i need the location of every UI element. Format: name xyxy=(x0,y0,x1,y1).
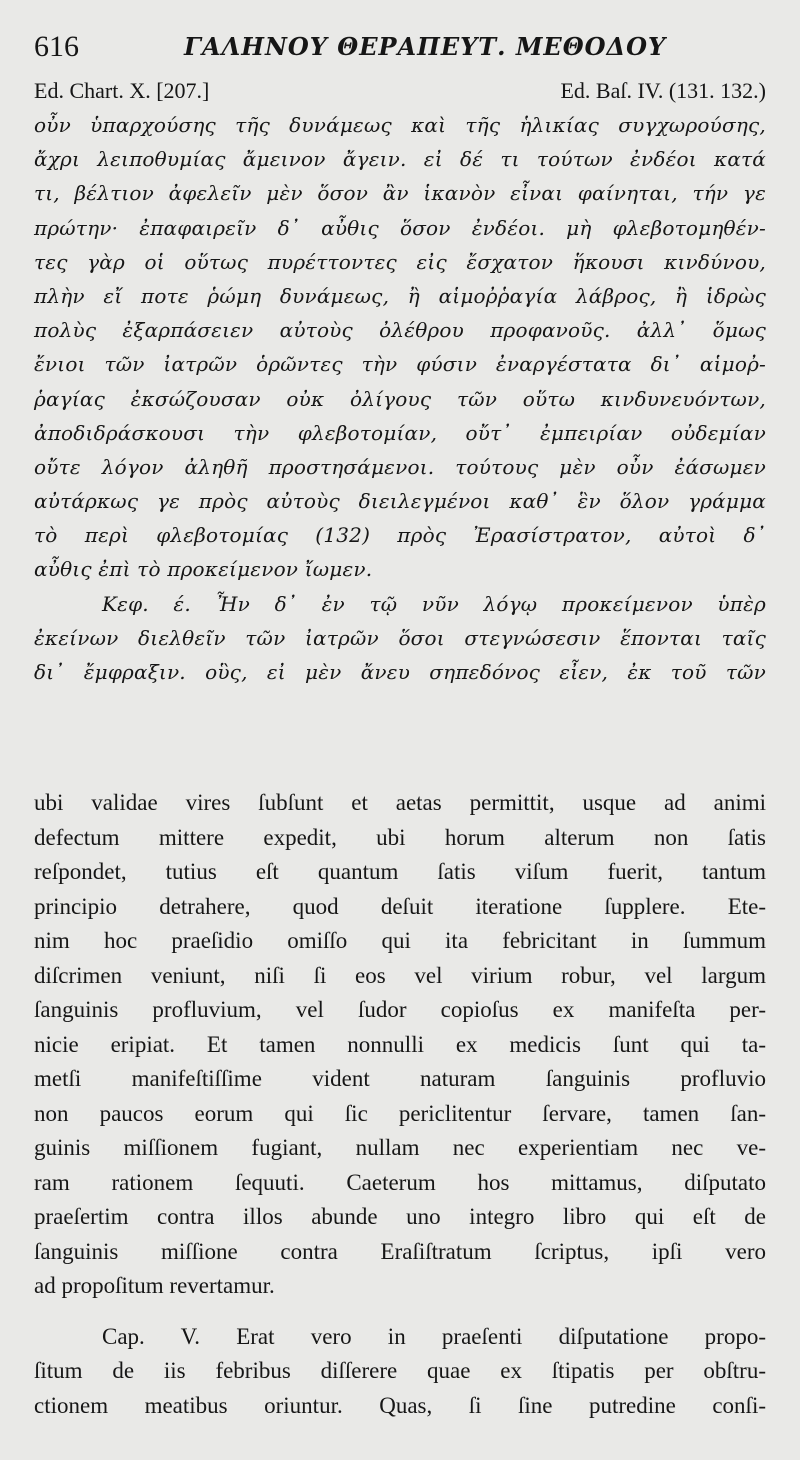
latin-line: guinis miſſionem fugiant, nullam nec experientiam nec ve- xyxy=(34,1135,766,1160)
latin-line: praeſertim contra illos abunde uno integro libro qui eſt de xyxy=(34,1204,766,1229)
paragraph-gap xyxy=(34,1304,766,1320)
greek-line: ῥαγίας ἐκσώζουσαν οὐκ ὀλίγους τῶν οὕτω κινδυνευόντων, xyxy=(34,386,766,411)
greek-chapter-heading-line: Κεφ. έ. Ἦν δ᾽ ἐν τῷ νῦν λόγῳ προκείμενον ὑπὲρ xyxy=(102,591,766,616)
latin-line: non paucos eorum qui ſic periclitentur ſervare, tamen ſan- xyxy=(34,1100,766,1126)
latin-line: diſcrimen veniunt, niſi ſi eos vel virium robur, vel largum xyxy=(34,962,766,988)
edition-references xyxy=(34,78,766,108)
latin-line: ad propoſitum revertamur. xyxy=(34,1273,275,1298)
greek-line: οὖν ὑπαρχούσης τῆς δυνάμεως καὶ τῆς ἡλικίας συγχωρούσης, xyxy=(34,113,766,137)
latin-line: ſanguinis miſſione contra Eraſiſtratum ſcriptus, ipſi vero xyxy=(34,1238,766,1264)
greek-line: ἄχρι λειποθυμίας ἄμεινον ἄγειν. εἰ δέ τι τούτων ἐνδέοι κατά xyxy=(34,147,766,172)
greek-line: ἔνιοι τῶν ἰατρῶν ὁρῶντες τὴν φύσιν ἐναργέστατα δι᾽ αἱμοῤ- xyxy=(34,352,766,377)
latin-line: ſitum de iis febribus diſſerere quae ex ſtipatis per obſtru- xyxy=(34,1358,766,1383)
latin-line: defectum mittere expedit, ubi horum alterum non ſatis xyxy=(34,824,766,850)
greek-line: τι, βέλτιον ἀφελεῖν μὲν ὅσον ἂν ἱκανὸν εἶναι φαίνηται, τήν γε xyxy=(34,181,766,206)
latin-line: ſanguinis profluvium, vel ſudor copioſus ex manifeſta per- xyxy=(34,997,766,1022)
greek-line: δι᾽ ἔμφραξιν. οὓς, εἰ μὲν ἄνευ σηπεδόνος εἶεν, ἐκ τοῦ τῶν xyxy=(34,660,766,684)
greek-line: τὸ περὶ φλεβοτομίας (132) πρὸς Ἐρασίστρατον, αὐτοὶ δ᾽ xyxy=(34,523,766,548)
running-title: ΓΑΛΗΝΟΥ ΘΕΡΑΠΕΥΤ. ΜΕΘΟΔΟΥ xyxy=(184,32,667,61)
running-head xyxy=(34,30,766,70)
greek-line: αὐτάρκως γε πρὸς αὐτοὺς διειλεγμένοι καθ᾽ ἓν ὅλον γράμμα xyxy=(34,489,766,514)
edition-basel: Ed. Baſ. IV. (131. 132.) xyxy=(560,78,766,103)
edition-chartier: Ed. Chart. X. [207.] xyxy=(34,78,210,103)
greek-line: ἐκείνων διελθεῖν τῶν ἰατρῶν ὅσοι στεγνώσεσιν ἕπονται ταῖς xyxy=(34,625,766,650)
latin-line: ram rationem ſequuti. Caeterum hos mittamus, diſputato xyxy=(34,1169,766,1195)
latin-line: reſpondet, tutius eſt quantum ſatis viſum fuerit, tantum xyxy=(34,859,766,884)
greek-line: πολὺς ἐξαρπάσειεν αὐτοὺς ὀλέθρου προφανοῦς. ἀλλ᾽ ὅμως xyxy=(34,318,766,343)
page-number: 616 xyxy=(34,30,79,63)
latin-line: ctionem meatibus oriuntur. Quas, ſi ſine putredine conſi- xyxy=(34,1392,766,1418)
greek-line: ἀποδιδράσκουσι τὴν φλεβοτομίαν, οὔτ᾽ ἐμπειρίαν οὐδεμίαν xyxy=(34,420,766,445)
latin-line: ubi validae vires ſubſunt et aetas permittit, usque ad animi xyxy=(34,790,766,815)
latin-chapter-heading-line: Cap. V. Erat vero in praeſenti diſputatione propo- xyxy=(102,1323,766,1349)
greek-line: πρώτην· ἐπαφαιρεῖν δ᾽ αὖθις ὅσον ἐνδέοι. μὴ φλεβοτομηθέν- xyxy=(34,215,766,240)
greek-line: τες γὰρ οἱ οὕτως πυρέττοντες εἰς ἔσχατον ἥκουσι κινδύνου, xyxy=(34,249,766,274)
latin-text-block xyxy=(34,786,766,1423)
latin-line: principio detrahere, quod deſuit iteratione ſupplere. Ete- xyxy=(34,893,766,919)
greek-text-block xyxy=(34,108,766,689)
latin-line: metſi manifeſtiſſime vident naturam ſanguinis profluvio xyxy=(34,1066,766,1091)
greek-line: πλὴν εἴ ποτε ῥώμη δυνάμεως, ἢ αἱμοῤῥαγία λάβρος, ἢ ἱδρὼς xyxy=(34,283,766,308)
latin-line: nicie eripiat. Et tamen nonnulli ex medicis ſunt qui ta- xyxy=(34,1031,766,1057)
greek-line: αὖθις ἐπὶ τὸ προκείμενον ἴωμεν. xyxy=(34,557,373,582)
greek-line: οὔτε λόγον ἀληθῆ προστησάμενοι. τούτους μὲν οὖν ἐάσωμεν xyxy=(34,454,766,479)
latin-line: nim hoc praeſidio omiſſo qui ita febricitant in ſummum xyxy=(34,928,766,953)
